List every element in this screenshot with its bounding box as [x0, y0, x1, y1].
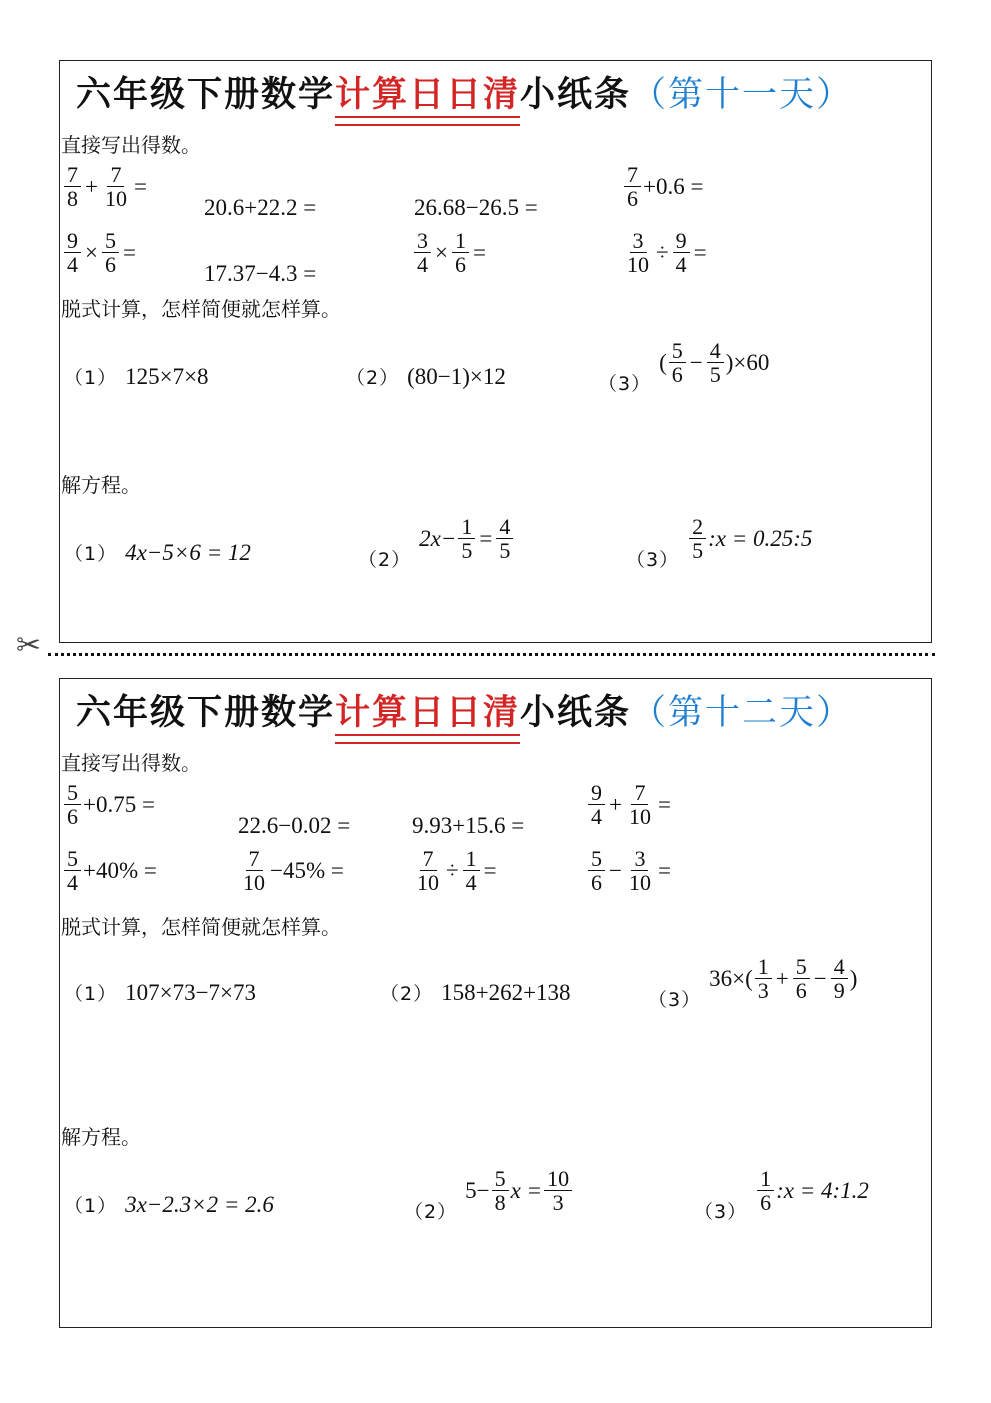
- problem-direct: $\frac{7}{10}$ −45% =: [243, 846, 344, 896]
- cut-line-divider: [48, 653, 935, 656]
- problem-stepwise: （1） 125×7×8: [64, 363, 209, 389]
- problem-direct: $\frac{5}{6}$ − $\frac{3}{10}$ =: [586, 847, 673, 894]
- section-direct-answers: 直接写出得数。: [61, 133, 201, 157]
- title-day: （第十一天）: [631, 75, 854, 115]
- problem-direct: 9.93+15.6 =: [412, 813, 525, 838]
- problem-direct: 22.6−0.02 =: [238, 813, 351, 838]
- title-highlight: 计算日日清: [335, 67, 520, 117]
- title-highlight: 计算日日清: [335, 685, 520, 735]
- problem-direct: $\frac{9}{4}$ × $\frac{5}{6}$ =: [62, 229, 138, 276]
- worksheet-card-day-11: [59, 60, 932, 643]
- problem-direct: $\frac{5}{4}$ +40% =: [62, 847, 157, 894]
- problem-direct: 26.68−26.5 =: [414, 195, 538, 220]
- problem-direct: $\frac{7}{6}$ +0.6 =: [622, 163, 703, 210]
- card-title: 六年级下册数学计算日日清小纸条（第十二天）: [76, 685, 853, 735]
- problem-direct: 20.6+22.2 =: [204, 195, 317, 220]
- problem-equation: （2） 5− $\frac{5}{8}$ x = $\frac{10}{3}$: [404, 1157, 574, 1224]
- problem-equation: （2） 2x− $\frac{1}{5}$ = $\frac{4}{5}$: [358, 505, 515, 572]
- card-title: 六年级下册数学计算日日清小纸条（第十一天）: [76, 67, 853, 117]
- section-direct-answers: 直接写出得数。: [61, 751, 201, 775]
- problem-direct: 17.37−4.3 =: [204, 261, 317, 286]
- problem-stepwise: （3） ( $\frac{5}{6}$ − $\frac{4}{5}$ )×60: [598, 337, 770, 395]
- problem-stepwise: （1） 107×73−7×73: [64, 979, 257, 1005]
- problem-direct: $\frac{9}{4}$ + $\frac{7}{10}$ =: [586, 781, 673, 828]
- scissors-icon: ✂: [16, 628, 42, 663]
- problem-stepwise: （3） 36×( $\frac{1}{3}$ + $\frac{5}{6}$ − $\frac{4}{9}$ ): [648, 953, 858, 1011]
- problem-direct: $\frac{3}{4}$ × $\frac{1}{6}$ =: [412, 229, 488, 276]
- worksheet-card-day-12: [59, 678, 932, 1328]
- problem-stepwise: （2） (80−1)×12: [346, 363, 506, 389]
- problem-equation: （3） $\frac{1}{6}$ :x = 4:1.2: [694, 1165, 869, 1223]
- title-day: （第十二天）: [631, 693, 854, 733]
- problem-direct: $\frac{5}{6}$ +0.75 =: [62, 781, 155, 828]
- problem-stepwise: （2） 158+262+138: [380, 979, 571, 1005]
- section-equations: 解方程。: [61, 1125, 141, 1149]
- section-stepwise: 脱式计算，怎样简便就怎样算。: [61, 297, 341, 321]
- problem-equation: （1） 3x−2.3×2 = 2.6: [64, 1191, 274, 1217]
- problem-direct: $\frac{3}{10}$ ÷ $\frac{9}{4}$ =: [627, 228, 707, 278]
- problem-direct: $\frac{7}{8}$ + $\frac{7}{10}$ =: [62, 163, 149, 210]
- problem-equation: （3） $\frac{2}{5}$ :x = 0.25:5: [626, 513, 813, 571]
- problem-direct: $\frac{7}{10}$ ÷ $\frac{1}{4}$ =: [417, 846, 497, 896]
- section-stepwise: 脱式计算，怎样简便就怎样算。: [61, 915, 341, 939]
- section-equations: 解方程。: [61, 473, 141, 497]
- problem-equation: （1） 4x−5×6 = 12: [64, 539, 251, 565]
